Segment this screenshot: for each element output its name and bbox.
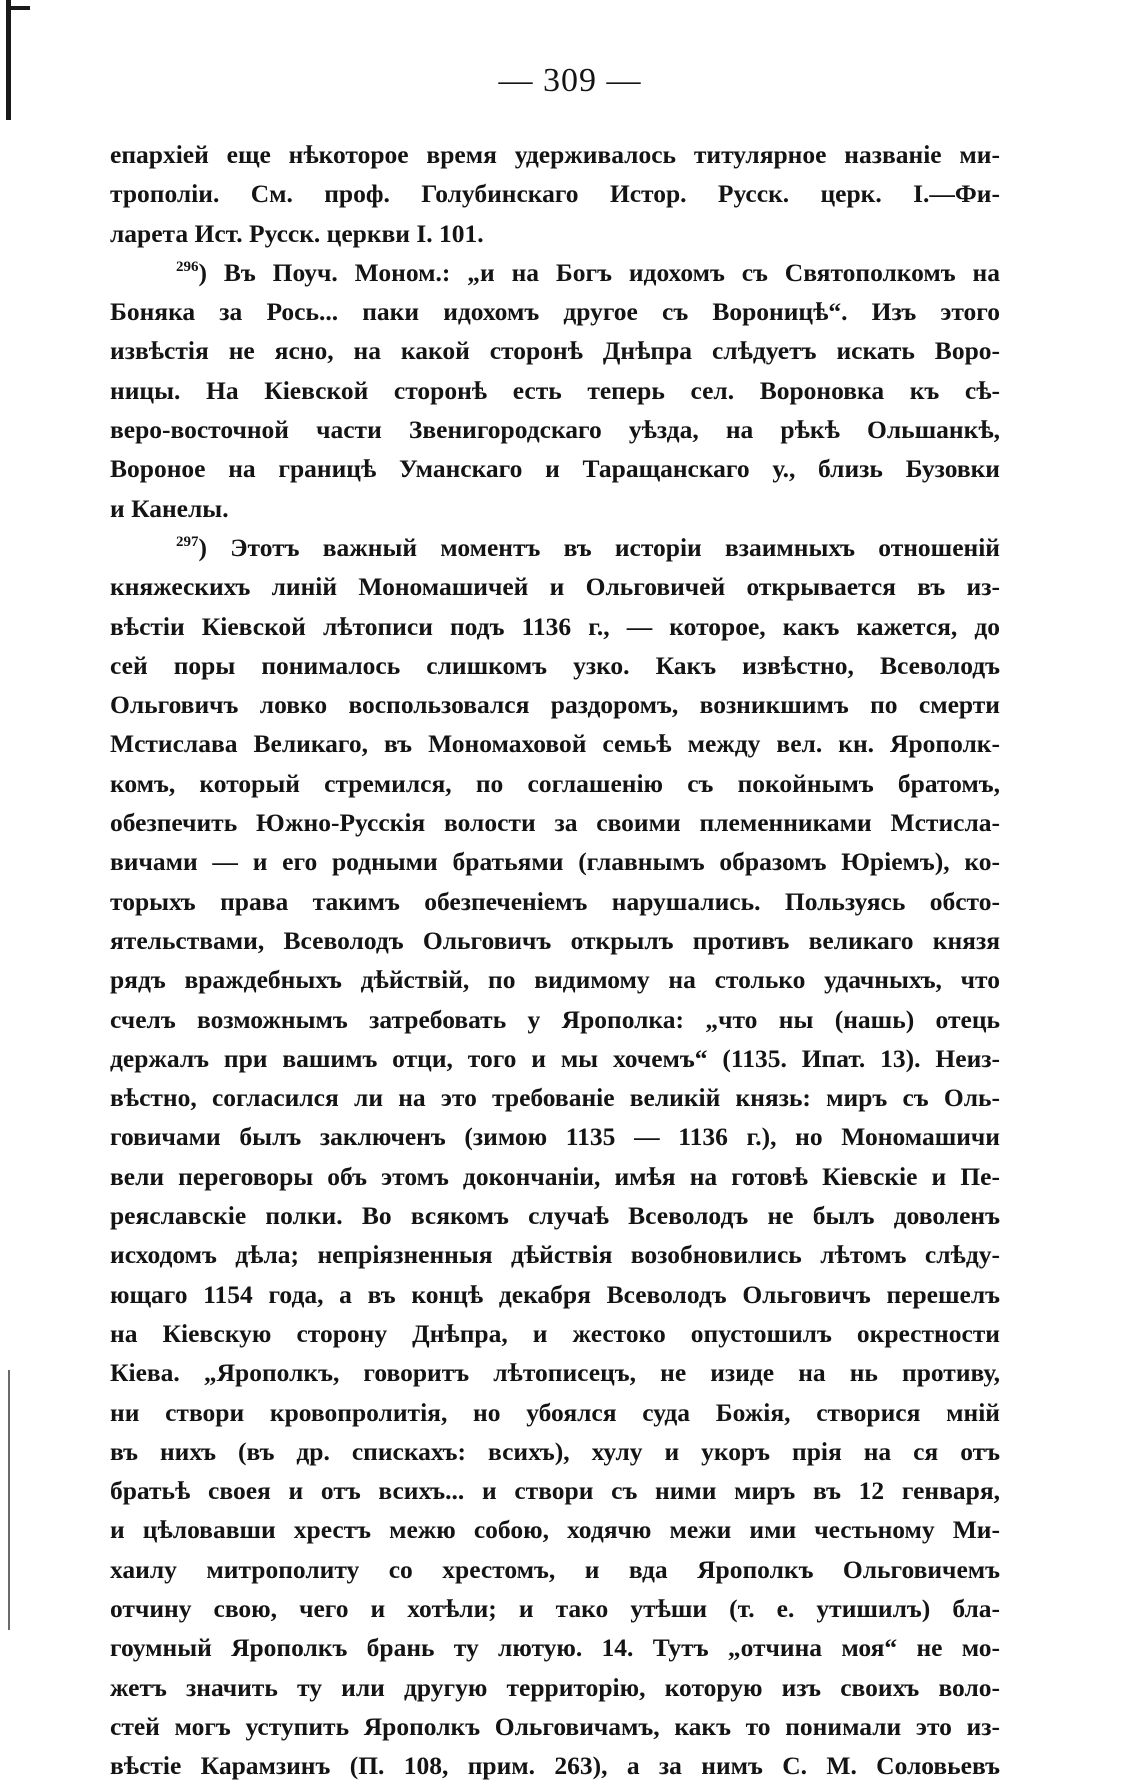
text-line: жетъ значить ту или другую территорію, которую изъ своихъ воло-	[110, 1672, 1000, 1702]
text-line: обезпечить Южно-Русскія волости за своими племенниками Мстисла-	[110, 808, 1000, 838]
text-line: и цѣловавши хрестъ межю собою, ходячю межи ими честьному Ми-	[110, 1515, 1000, 1545]
footnote-296-first-line	[110, 253, 1000, 292]
body-text	[110, 135, 1000, 1785]
footnote-297-first-line	[110, 528, 1000, 567]
text-line: ющаго 1154 года, а въ концѣ декабря Всеволодъ Ольговичъ перешелъ	[110, 1279, 1000, 1309]
text-line: въ нихъ (въ др. спискахъ: всихъ), хулу и укоръ прія на ся отъ	[110, 1436, 1000, 1466]
text-line: стей могъ уступить Ярополкъ Ольговичамъ, какъ то понимали это из-	[110, 1711, 1000, 1741]
text-line: говичами былъ заключенъ (зимою 1135 — 1136 г.), но Мономашичи	[110, 1122, 1000, 1152]
scan-edge-mark-bar	[6, 6, 30, 10]
text-line: счелъ возможнымъ затребовать у Ярополка: „что ны (нашь) отець	[110, 1004, 1000, 1034]
text-line: братьѣ своея и отъ всихъ... и створи съ ними миръ въ 12 генваря,	[110, 1476, 1000, 1506]
text-line: на Кіевскую сторону Днѣпра, и жестоко опустошилъ окрестности	[110, 1318, 1000, 1348]
text-line: хаилу митрополиту со хрестомъ, и вда Ярополкъ Ольговичемъ	[110, 1554, 1000, 1584]
text-line: ) Этотъ важный моментъ въ исторіи взаимныхъ отношеній	[198, 532, 1000, 562]
text-line: гоумный Ярополкъ брань ту лютую. 14. Тутъ „отчина моя“ не мо-	[110, 1633, 1000, 1663]
page-number: — 309 —	[498, 62, 642, 99]
text-line: ларета Ист. Русск. церкви I. 101.	[110, 218, 484, 248]
text-line: веро-восточной части Звенигородскаго уѣзда, на рѣкѣ Ольшанкѣ,	[110, 415, 1000, 445]
footnote-number-296: 296	[176, 258, 199, 275]
text-line: отчину свою, чего и хотѣли; и тако утѣши (т. е. утишилъ) бла-	[110, 1593, 1000, 1623]
text-line: вѣстіи Кіевской лѣтописи подъ 1136 г., — которое, какъ кажется, до	[110, 611, 1000, 641]
text-line: исходомъ дѣла; непріязненныя дѣйствія возобновились лѣтомъ слѣду-	[110, 1240, 1000, 1270]
text-line: ) Въ Поуч. Моном.: „и на Богъ идохомъ съ Святополкомъ на	[198, 257, 1000, 287]
text-line: вѣстно, согласился ли на это требованіе великій князь: миръ съ Оль-	[110, 1083, 1000, 1113]
text-line: вѣстіе Карамзинъ (П. 108, прим. 263), а за нимъ С. М. Соловьевъ	[110, 1751, 1000, 1781]
text-line: Мстислава Великаго, въ Мономаховой семьѣ между вел. кн. Ярополк-	[110, 729, 1000, 759]
text-line: ятельствами, Всеволодъ Ольговичъ открылъ противъ великаго князя	[110, 925, 1000, 955]
text-line: Ольговичъ ловко воспользовался раздоромъ, возникшимъ по смерти	[110, 690, 1000, 720]
text-line: реяславскіе полки. Во всякомъ случаѣ Всеволодъ не былъ доволенъ	[110, 1201, 1000, 1231]
text-line: Боняка за Рось... паки идохомъ другое съ Вороницѣ“. Изъ этого	[110, 297, 1000, 327]
text-line: извѣстія не ясно, на какой сторонѣ Днѣпра слѣдуетъ искать Воро-	[110, 336, 1000, 366]
scan-edge-mark	[6, 0, 11, 120]
text-line: ни створи кровопролитія, но убоялся суда Божія, створися мній	[110, 1397, 1000, 1427]
text-line: Вороное на границѣ Уманскаго и Таращанскаго у., близь Бузовки	[110, 454, 1000, 484]
text-line: комъ, который стремился, по соглашенію съ покойнымъ братомъ,	[110, 768, 1000, 798]
footnote-number-297: 297	[176, 533, 199, 550]
text-line: торыхъ права такимъ обезпеченіемъ нарушались. Пользуясь обсто-	[110, 886, 1000, 916]
text-line: держалъ при вашимъ отци, того и мы хочемъ“ (1135. Ипат. 13). Неиз-	[110, 1043, 1000, 1073]
text-line: Кіева. „Ярополкъ, говоритъ лѣтописецъ, не изиде на нь противу,	[110, 1358, 1000, 1388]
text-line: и Канелы.	[110, 493, 229, 523]
text-line: сей поры понималось слишкомъ узко. Какъ извѣстно, Всеволодъ	[110, 650, 1000, 680]
text-line: княжескихъ линій Мономашичей и Ольговичей открывается въ из-	[110, 572, 1000, 602]
text-line: епархіей еще нѣкоторое время удерживалось титулярное названіе ми-	[110, 140, 1000, 169]
text-line: трополіи. См. проф. Голубинскаго Истор. Русск. церк. I.—Фи-	[110, 179, 1000, 209]
text-line: ницы. На Кіевской сторонѣ есть теперь сел. Вороновка къ сѣ-	[110, 375, 1000, 405]
scan-edge-line	[8, 1370, 10, 1630]
text-line: вели переговоры объ этомъ докончаніи, имѣя на готовѣ Кіевскіе и Пе-	[110, 1161, 1000, 1191]
text-line: рядъ враждебныхъ дѣйствій, по видимому на столько удачныхъ, что	[110, 965, 1000, 995]
text-line: вичами — и его родными братьями (главнымъ образомъ Юріемъ), ко-	[110, 847, 1000, 877]
